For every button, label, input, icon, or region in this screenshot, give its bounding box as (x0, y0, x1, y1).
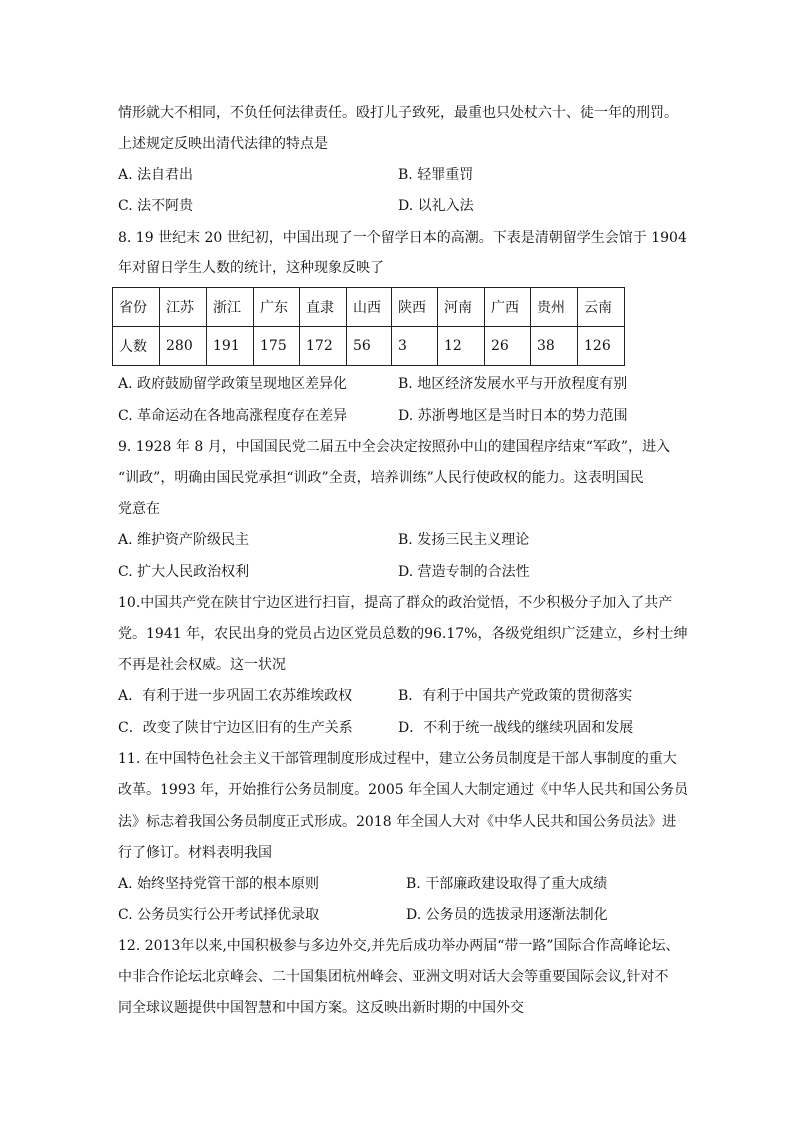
q10-option-c: C．改变了陕甘宁边区旧有的生产关系 (118, 720, 353, 736)
q9-option-c: C. 扩大人民政治权利 (118, 564, 250, 580)
table-cell: 省份 (113, 288, 160, 327)
q7-text-line-1: 情形就大不相同，不负任何法律责任。殴打儿子致死，最重也只处杖六十、徒一年的刑罚。 (118, 105, 678, 121)
q9-text-line-3: 党意在 (118, 501, 160, 517)
q12-text-line-3: 同全球议题提供中国智慧和中国方案。这反映出新时期的中国外交 (118, 1000, 524, 1016)
student-count-table (112, 287, 625, 366)
q10-text-line-3: 不再是社会权威。这一状况 (118, 657, 286, 673)
q9-option-a: A. 维护资产阶级民主 (118, 532, 250, 548)
q11-option-c: C. 公务员实行公开考试择优录取 (118, 907, 320, 923)
table-cell: 126 (578, 327, 625, 366)
table-cell: 广西 (485, 288, 531, 327)
q8-option-a: A. 政府鼓励留学政策呈现地区差异化 (118, 376, 348, 392)
table-cell: 陕西 (392, 288, 438, 327)
q11-option-a: A. 始终坚持党管干部的根本原则 (118, 876, 320, 892)
q9-text-line-2: “训政”，明确由国民党承担“训政”全责，培养训练”人民行使政权的能力。这表明国民 (118, 470, 644, 486)
table-cell: 直隶 (300, 288, 347, 327)
q8-text-line-1: 8. 19 世纪末 20 世纪初，中国出现了一个留学日本的高潮。下表是清朝留学生会馆于 1904 (118, 230, 687, 246)
q11-text-line-1: 11. 在中国特色社会主义干部管理制度形成过程中，建立公务员制度是干部人事制度的重大 (118, 751, 677, 767)
table-cell: 广东 (254, 288, 300, 327)
q10-text-line-1: 10.中国共产党在陕甘宁边区进行扫盲，提高了群众的政治觉悟，不少积极分子加入了共产 (118, 595, 673, 611)
table-cell: 191 (207, 327, 254, 366)
table-cell: 云南 (578, 288, 625, 327)
table-cell: 河南 (438, 288, 485, 327)
q9-option-b: B. 发扬三民主义理论 (398, 532, 530, 548)
table-cell: 38 (531, 327, 578, 366)
table-cell: 26 (485, 327, 531, 366)
q9-option-d: D. 营造专制的合法性 (398, 564, 530, 580)
q7-option-a: A. 法自君出 (118, 167, 194, 183)
q11-option-d: D. 公务员的选拔录用逐渐法制化 (406, 907, 608, 923)
table-cell: 175 (254, 327, 300, 366)
q7-text-line-2: 上述规定反映出清代法律的特点是 (118, 136, 328, 152)
q11-option-b: B. 干部廉政建设取得了重大成绩 (406, 876, 608, 892)
q11-text-line-2: 改革。1993 年，开始推行公务员制度。2005 年全国人大制定通过《中华人民共和国公务员 (118, 782, 689, 798)
table-cell: 12 (438, 327, 485, 366)
q11-text-line-4: 行了修订。材料表明我国 (118, 845, 272, 861)
table-cell: 江苏 (160, 288, 207, 327)
q7-option-b: B. 轻罪重罚 (398, 167, 474, 183)
q7-option-c: C. 法不阿贵 (118, 198, 194, 214)
q8-text-line-2: 年对留日学生人数的统计，这种现象反映了 (118, 260, 384, 276)
q10-option-b: B．有利于中国共产党政策的贯彻落实 (398, 688, 633, 704)
table-cell: 人数 (113, 327, 160, 366)
table-cell: 山西 (347, 288, 392, 327)
table-cell: 172 (300, 327, 347, 366)
q8-option-d: D. 苏浙粤地区是当时日本的势力范围 (398, 408, 628, 424)
q12-text-line-1: 12. 2013年以来,中国积极参与多边外交,并先后成功举办两届“带一路”国际合作高峰论坛、 (118, 938, 680, 954)
q9-text-line-1: 9. 1928 年 8 月，中国国民党二届五中全会决定按照孙中山的建国程序结束“军政”，进入 (118, 439, 671, 455)
q10-option-d: D．不利于统一战线的继续巩固和发展 (398, 720, 634, 736)
table-header-row (113, 288, 625, 327)
q10-text-line-2: 党。1941 年，农民出身的党员占边区党员总数的96.17%，各级党组织广泛建立，乡村士绅 (118, 626, 688, 642)
q8-option-b: B. 地区经济发展水平与开放程度有别 (398, 376, 628, 392)
q8-option-c: C. 革命运动在各地高涨程度存在差异 (118, 408, 348, 424)
q12-text-line-2: 中非合作论坛北京峰会、二十国集团杭州峰会、亚洲文明对话大会等重要国际会议,针对不 (118, 969, 669, 985)
q11-text-line-3: 法》标志着我国公务员制度正式形成。2018 年全国人大对《中华人民共和国公务员法》进 (118, 814, 677, 830)
table-cell: 56 (347, 327, 392, 366)
table-cell: 浙江 (207, 288, 254, 327)
table-cell: 贵州 (531, 288, 578, 327)
table-row (113, 327, 625, 366)
table-cell: 280 (160, 327, 207, 366)
table-cell: 3 (392, 327, 438, 366)
q7-option-d: D. 以礼入法 (398, 198, 474, 214)
q10-option-a: A．有利于进一步巩固工农苏维埃政权 (118, 688, 353, 704)
